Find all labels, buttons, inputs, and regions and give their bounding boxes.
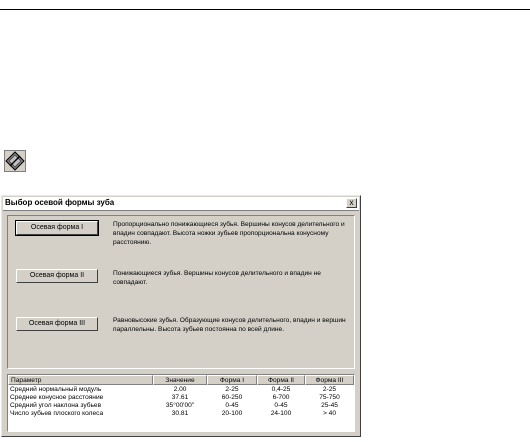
table-cell: 2-25	[225, 386, 239, 393]
axial-form-dialog	[1, 195, 361, 437]
table-cell: Среднее конусное расстояние	[10, 394, 104, 401]
table-row[interactable]	[8, 386, 354, 394]
table-cell: 0-45	[274, 402, 288, 409]
axial-form-1-description: Пропорционально понижающиеся зубья. Вершины конусов делительного и впадин совпадают. Высота ножки зубьев пропорциональна конусному расстоянию.	[113, 221, 345, 246]
table-cell: 0-45	[225, 402, 239, 409]
table-cell: 60-250	[221, 394, 243, 401]
table-cell: Число зубьев плоского колеса	[10, 410, 104, 417]
table-cell: 25-45	[321, 402, 338, 409]
form-options-panel	[7, 215, 355, 369]
table-cell: 30.81	[171, 410, 189, 417]
parameters-table	[7, 374, 355, 432]
table-cell: 24-100	[270, 410, 292, 417]
table-row[interactable]	[8, 410, 354, 418]
table-cell: 37.61	[171, 394, 189, 401]
table-cell: 2-25	[322, 386, 337, 393]
table-cell: 35°00'00"	[165, 402, 195, 409]
column-header-parameter[interactable]: Параметр	[8, 375, 153, 385]
axial-form-2-description: Понижающиеся зубья. Вершины конусов делительного и впадин не совпадают.	[113, 270, 321, 286]
column-header-value[interactable]: Значение	[153, 375, 207, 385]
axial-form-3-button[interactable]: Осевая форма III	[16, 317, 98, 331]
top-rule	[0, 9, 530, 10]
table-cell: 2.00	[173, 386, 187, 393]
dialog-title: Выбор осевой формы зуба	[5, 198, 115, 207]
diamond-app-icon[interactable]	[4, 150, 26, 172]
table-cell: > 40	[322, 410, 337, 417]
table-row[interactable]	[8, 402, 354, 410]
axial-form-2-button[interactable]: Осевая форма II	[16, 269, 98, 283]
axial-form-1-button[interactable]: Осевая форма I	[16, 221, 98, 235]
table-cell: Средний нормальный модуль	[10, 386, 102, 393]
axial-form-3-description: Равновысокие зубья. Образующие конусов делительного, впадин и вершин параллельны. Высота зубьев постоянна по всей длине.	[113, 317, 346, 333]
table-cell: 6-700	[272, 394, 290, 401]
table-header	[8, 375, 354, 385]
table-cell: Средний угол наклона зубьев	[10, 402, 102, 409]
column-header-form-1[interactable]: Форма I	[207, 375, 257, 385]
table-cell: 20-100	[221, 410, 243, 417]
column-header-form-2[interactable]: Форма II	[257, 375, 305, 385]
column-header-form-3[interactable]: Форма III	[305, 375, 354, 385]
table-row[interactable]	[8, 394, 354, 402]
table-cell: 75-750	[319, 394, 340, 401]
dialog-titlebar[interactable]	[3, 197, 359, 211]
close-button[interactable]: x	[346, 198, 357, 208]
table-cell: 0,4-25	[271, 386, 291, 393]
